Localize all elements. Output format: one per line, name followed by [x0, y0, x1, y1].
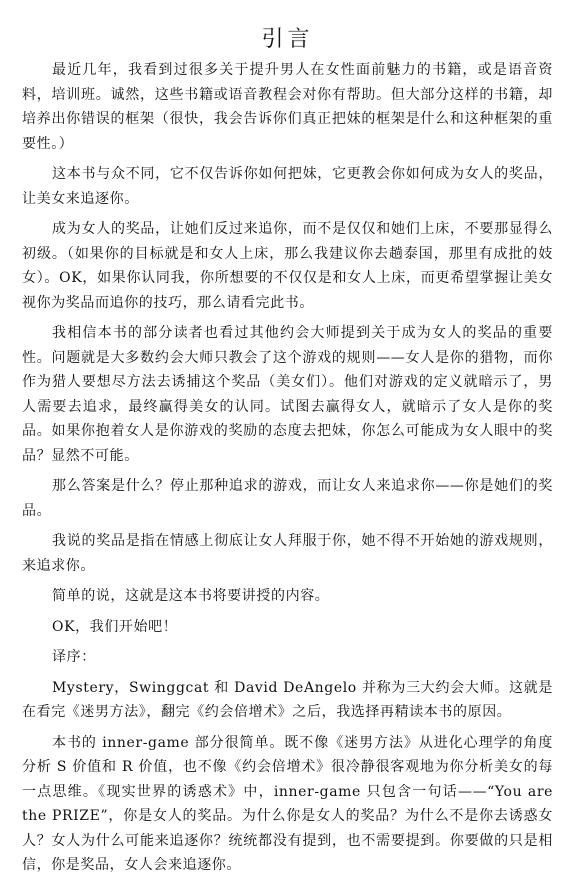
paragraph: Mystery，Swinggcat 和 David DeAngelo 并称为三大约会大师。这就是在看完《迷男方法》，翻完《约会倍增术》之后，我选择再精读本书的原因。 — [22, 679, 553, 720]
paragraph: 我说的奖品是指在情感上彻底让女人拜服于你，她不得不开始她的游戏规则，来追求你。 — [22, 533, 553, 574]
page-title: 引言 — [261, 27, 314, 52]
paragraph: 本书的 inner-game 部分很简单。既不像《迷男方法》从进化心理学的角度分析 S 价值和 R 价值，也不像《约会倍增术》很冷静很客观地为你分析美女的每一点思维。《现实世界的诱惑术》中，inner-game 只包含一句话——“You are the PRIZE”，你是女人的奖品。为什么你是女人的奖品？为什么不是你去诱惑女人？女人为什么可能来追逐你？统统都没有提到，也不需要提到。你要做的只是相信，你是奖品，女人会来追逐你。 — [22, 734, 553, 873]
paragraph: 那么答案是什么？停止那种追求的游戏，而让女人来追求你——你是她们的奖品。 — [22, 478, 553, 519]
paragraph: 成为女人的奖品，让她们反过来追你，而不是仅仅和她们上床，不要那显得么初级。（如果你的目标就是和女人上床，那么我建议你去趟泰国，那里有成批的妓女）。OK，如果你认同我，你所想要的不仅仅是和女人上床，而更希望掌握让美女视你为奖品而追你的技巧，那么请看完此书。 — [22, 221, 553, 311]
paragraph: 我相信本书的部分读者也看过其他约会大师提到关于成为女人的奖品的重要性。问题就是大多数约会大师只教会了这个游戏的规则——女人是你的猎物，而你作为猎人要想尽方法去诱捕这个奖品（美女们）。他们对游戏的定义就暗示了，男人需要去追求，最终赢得美女的认同。试图去赢得女人，就暗示了女人是你的奖品。如果你抱着女人是你游戏的奖励的态度去把妹，你怎么可能成为女人眼中的奖品？显然不可能。 — [22, 325, 553, 464]
paragraph: 最近几年，我看到过很多关于提升男人在女性面前魅力的书籍，或是语音资料，培训班。诚然，这些书籍或语音教程会对你有帮助。但大部分这样的书籍，却培养出你错误的框架（很快，我会告诉你们真正把妹的框架是什么和这种框架的重要性。） — [22, 62, 553, 152]
paragraph: 这本书与众不同，它不仅告诉你如何把妹，它更教会你如何成为女人的奖品，让美女来追逐你。 — [22, 166, 553, 207]
paragraph: 简单的说，这就是这本书将要讲授的内容。 — [52, 588, 330, 604]
document-body — [22, 58, 553, 884]
paragraph: OK，我们开始吧！ — [52, 618, 178, 635]
paragraph: 译序： — [52, 649, 96, 665]
